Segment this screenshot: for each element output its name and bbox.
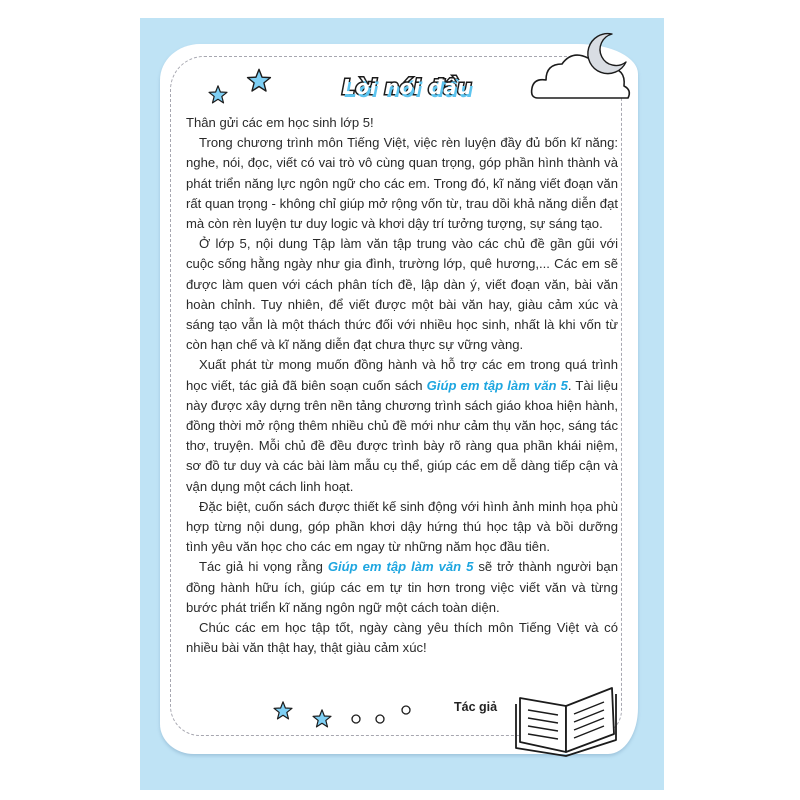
star-icon: [207, 84, 229, 106]
preface-text: [186, 113, 618, 658]
paragraph: [186, 557, 618, 618]
paragraph: [186, 355, 618, 496]
page-title: Lời nói đầu: [342, 75, 472, 99]
book-title: Giúp em tập làm văn 5: [426, 377, 568, 393]
paragraph-text: Xuất phát từ mong muốn đồng hành và hỗ trợ các em trong quá trình học viết, tác giả đã biên soạn cuốn sách: [186, 357, 618, 393]
paragraph: Chúc các em học tập tốt, ngày càng yêu thích môn Tiếng Việt và có nhiều bài văn thật hay, thật giàu cảm xúc!: [186, 620, 618, 656]
paragraph-text: Tác giả hi vọng rằng: [199, 559, 328, 575]
paragraph-text: . Tài liệu này được xây dựng trên nền tảng chương trình sách giáo khoa hiện hành, đồng thời mở rộng thêm nhiều chủ đề mới như cảm thụ văn học, sáng tác thơ, truyện. Mỗi chủ đề đều được trình bày rõ ràng qua phần khái niệm, sơ đồ tư duy và các bài làm mẫu cụ thể, giúp các em dễ dàng tiếp cận và vận dụng một cách linh hoạt.: [186, 377, 619, 494]
star-icon: [311, 708, 333, 730]
greeting: Thân gửi các em học sinh lớp 5!: [186, 115, 374, 130]
paragraph: Trong chương trình môn Tiếng Việt, việc rèn luyện đầy đủ bốn kĩ năng: nghe, nói, đọc, viết có vai trò vô cùng quan trọng, góp phần hình thành và phát triển năng lực ngôn ngữ cho các em. Trong đó, kĩ năng viết đoạn văn rất quan trọng - không chỉ giúp mở rộng vốn từ, trau dồi khả năng diễn đạt mà còn rèn luyện tư duy logic và khơi dậy trí tưởng tượng, sự sáng tạo.: [186, 135, 618, 232]
title-banner: [322, 70, 492, 104]
paragraph: Đặc biệt, cuốn sách được thiết kế sinh động với hình ảnh minh họa phù hợp từng nội dung, góp phần khơi dậy hứng thú học tập và bồi dưỡng tình yêu văn học cho các em ngay từ những năm học đầu tiên.: [186, 498, 618, 555]
signature: Tác giả: [454, 700, 498, 714]
paragraph: Ở lớp 5, nội dung Tập làm văn tập trung vào các chủ đề gần gũi với cuộc sống hằng ngày như gia đình, trường lớp, quê hương,... Các em sẽ được làm quen với cách phân tích đề, lập dàn ý, viết đoạn văn, bài văn hoàn chỉnh. Tuy nhiên, để viết được một bài văn hay, giàu cảm xúc và sáng tạo vẫn là một thách thức đối với nhiều học sinh, nhất là khi vốn từ còn hạn chế và kĩ năng diễn đạt chưa thực sự vững vàng.: [186, 236, 618, 353]
open-book-icon: [512, 676, 622, 758]
moon-icon: [582, 30, 630, 78]
star-icon: [245, 67, 273, 95]
dots-decoration: [350, 702, 420, 726]
paragraph-text: sẽ trở thành người bạn đồng hành hữu ích, giúp các em tự tin hơn trong việc viết văn và từng bước phát triển kĩ năng ngôn ngữ một cách toàn diện.: [186, 559, 618, 615]
star-icon: [272, 700, 294, 722]
book-title: Giúp em tập làm văn 5: [327, 559, 474, 575]
